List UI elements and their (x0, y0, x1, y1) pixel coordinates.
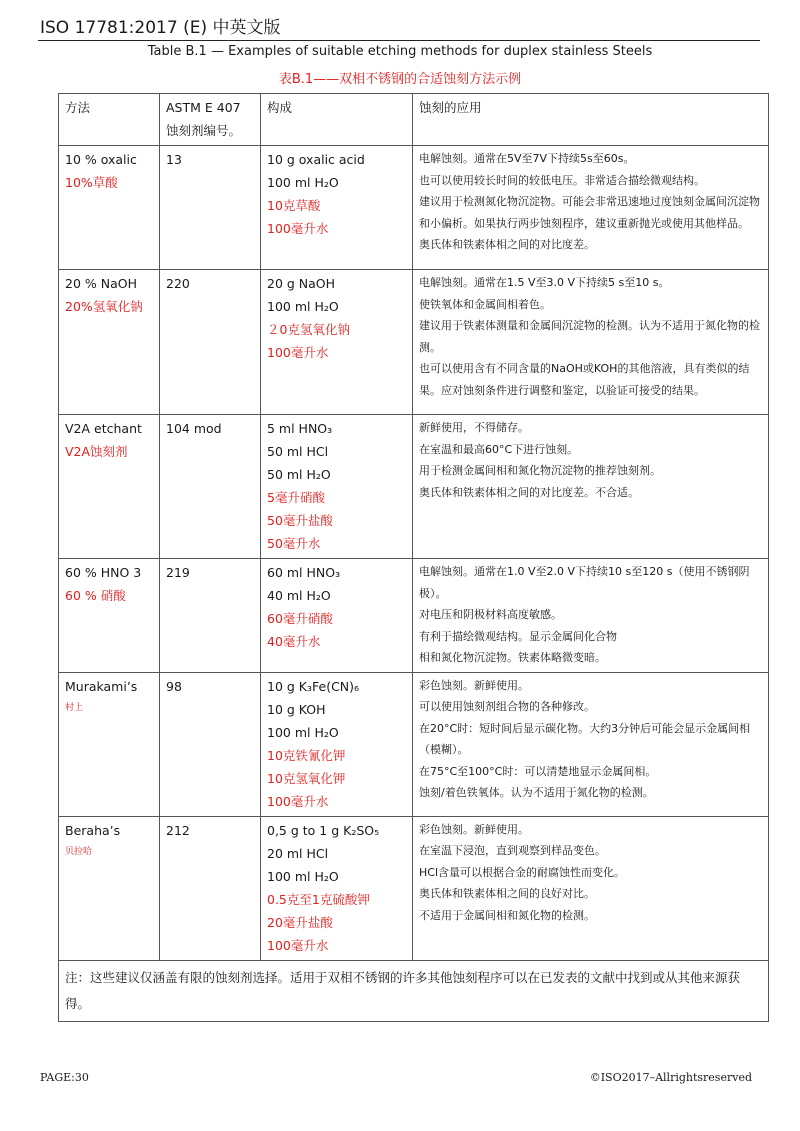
cell-astm-number (160, 672, 261, 816)
cell-method (59, 270, 160, 415)
application-line: 用于检测金属间相和氮化物沉淀物的推荐蚀刻剂。 (419, 464, 661, 477)
cell-application (413, 270, 769, 415)
cell-application (413, 672, 769, 816)
astm-number: 13 (166, 152, 182, 167)
astm-number: 212 (166, 822, 190, 838)
composition-line-english: 50 ml HCl (267, 444, 329, 459)
composition-line-chinese: 40毫升水 (267, 634, 321, 649)
header-astm: ASTM E 407 蚀刻剂编号。 (160, 94, 261, 146)
application-line: 奥氏体和铁素体相之间的对比度差。 (419, 238, 595, 251)
copyright-notice: ©ISO2017–Allrightsreserved (589, 1071, 752, 1084)
etching-methods-table (58, 93, 769, 1022)
header-application: 蚀刻的应用 (413, 94, 769, 146)
composition-line-english: 10 g KOH (267, 701, 326, 717)
composition-line-english: 60 ml HNO₃ (267, 565, 341, 580)
composition-line-english: 5 ml HNO₃ (267, 421, 333, 436)
composition-line-english: 10 g oxalic acid (267, 152, 365, 167)
composition-line-chinese: 5毫升硝酸 (267, 490, 325, 505)
composition-line-chinese: 0.5克至1克硫酸钾 (267, 891, 370, 907)
table-caption-chinese: 表B.1——双相不锈钢的合适蚀刻方法示例 (278, 72, 522, 87)
cell-method (59, 672, 160, 816)
application-line: 可以使用蚀刻剂组合物的各种修改。 (419, 700, 595, 713)
header-composition: 构成 (261, 94, 413, 146)
method-name-chinese: 20%氢氧化钠 (65, 299, 143, 314)
table-row (59, 415, 769, 559)
cell-method (59, 146, 160, 270)
application-line: 在75°C至100°C时：可以清楚地显示金属间相。 (419, 764, 657, 778)
cell-composition (261, 816, 413, 960)
composition-line-english: 100 ml H₂O (267, 299, 339, 314)
application-line: 新鲜使用，不得储存。 (419, 421, 529, 434)
composition-line-chinese: 100毫升水 (267, 937, 329, 953)
application-line: HCl含量可以根据合金的耐腐蚀性而变化。 (419, 865, 626, 879)
table-row (59, 146, 769, 270)
page-number: PAGE:30 (40, 1071, 89, 1084)
method-name-english: Murakami’s (65, 678, 138, 694)
method-name-chinese: 贝拉哈 (65, 846, 93, 857)
cell-composition (261, 415, 413, 559)
application-line: 对电压和阴极材料高度敏感。 (419, 608, 562, 621)
application-line: 彩色蚀刻。新鲜使用。 (419, 822, 529, 836)
composition-line-english: 20 ml HCl (267, 845, 329, 861)
application-line: 奥氏体和铁素体相之间的对比度差。不合适。 (419, 485, 639, 499)
application-line: 使铁氧体和金属间相着色。 (419, 297, 551, 311)
application-line: 建议用于检测氮化物沉淀物。可能会非常迅速地过度蚀刻金属间沉淀物和小偏析。如果执行两步蚀刻程序，建议重新抛光或使用其他样品。 (419, 195, 760, 230)
application-line: 也可以使用含有不同含量的NaOH或KOH的其他溶液，具有类似的结果。应对蚀刻条件进行调整和鉴定，以验证可接受的结果。 (419, 362, 750, 397)
cell-astm-number (160, 146, 261, 270)
page-header (38, 10, 760, 41)
composition-line-chinese: 100毫升水 (267, 345, 329, 360)
composition-line-chinese: 100毫升水 (267, 221, 329, 236)
application-line: 在20°C时：短时间后显示碳化物。大约3分钟后可能会显示金属间相（模糊）。 (419, 721, 751, 756)
table-row (59, 816, 769, 960)
composition-line-english: 50 ml H₂O (267, 467, 331, 482)
astm-number: 104 mod (166, 421, 222, 436)
application-line: 不适用于金属间相和氮化物的检测。 (419, 908, 595, 922)
method-name-english: V2A etchant (65, 421, 142, 436)
composition-line-chinese: ２0克氢氧化钠 (267, 322, 350, 337)
composition-line-chinese: 50毫升盐酸 (267, 513, 333, 528)
composition-line-english: 10 g K₃Fe(CN)₆ (267, 678, 360, 694)
astm-number: 219 (166, 565, 190, 580)
header-method: 方法 (59, 94, 160, 146)
application-line: 电解蚀刻。通常在1.5 V至3.0 V下持续5 s至10 s。 (419, 276, 670, 289)
method-name-english: 10 % oxalic (65, 152, 137, 167)
method-name-english: 60 % HNO 3 (65, 565, 142, 580)
application-line: 也可以使用较长时间的较低电压。非常适合描绘微观结构。 (419, 173, 705, 187)
composition-line-chinese: 100毫升水 (267, 793, 329, 809)
document-title: ISO 17781:2017 (E) 中英文版 (40, 18, 281, 38)
composition-line-chinese: 60毫升硝酸 (267, 611, 333, 626)
composition-line-chinese: 20毫升盐酸 (267, 914, 333, 930)
method-name-english: Beraha’s (65, 822, 121, 838)
composition-line-chinese: 10克氢氧化钾 (267, 770, 346, 786)
cell-application (413, 559, 769, 673)
composition-line-chinese: 50毫升水 (267, 536, 321, 551)
cell-application (413, 146, 769, 270)
cell-composition (261, 270, 413, 415)
table-note-row (59, 960, 769, 1021)
cell-astm-number (160, 816, 261, 960)
composition-line-english: 100 ml H₂O (267, 868, 339, 884)
cell-astm-number (160, 559, 261, 673)
method-name-english: 20 % NaOH (65, 276, 137, 291)
cell-composition (261, 146, 413, 270)
application-line: 在室温下浸泡，直到观察到样品变色。 (419, 844, 606, 857)
composition-line-english: 40 ml H₂O (267, 588, 331, 603)
table-note: 注：这些建议仅涵盖有限的蚀刻剂选择。适用于双相不锈钢的许多其他蚀刻程序可以在已发表的文献中找到或从其他来源获得。 (59, 960, 769, 1021)
table-row (59, 559, 769, 673)
application-line: 彩色蚀刻。新鲜使用。 (419, 678, 529, 692)
composition-line-english: 100 ml H₂O (267, 724, 339, 740)
application-line: 电解蚀刻。通常在5V至7V下持续5s至60s。 (419, 152, 635, 165)
method-name-chinese: V2A蚀刻剂 (65, 444, 128, 459)
application-line: 蚀刻/着色铁氧体。认为不适用于氮化物的检测。 (419, 786, 654, 799)
application-line: 相和氮化物沉淀物。铁素体略微变暗。 (419, 651, 606, 664)
composition-line-english: 20 g NaOH (267, 276, 336, 291)
application-line: 电解蚀刻。通常在1.0 V至2.0 V下持续10 s至120 s（使用不锈钢阴极）。 (419, 565, 750, 600)
cell-astm-number (160, 415, 261, 559)
composition-line-chinese: 10克草酸 (267, 198, 321, 213)
table-row (59, 270, 769, 415)
astm-number: 220 (166, 276, 190, 291)
astm-number: 98 (166, 678, 182, 694)
application-line: 有利于描绘微观结构。显示金属间化合物 (419, 629, 617, 643)
table-row (59, 672, 769, 816)
application-line: 奥氏体和铁素体相之间的良好对比。 (419, 887, 595, 900)
cell-method (59, 415, 160, 559)
cell-composition (261, 559, 413, 673)
cell-application (413, 816, 769, 960)
method-name-chinese: 60 % 硝酸 (65, 588, 126, 603)
application-line: 建议用于铁素体测量和金属间沉淀物的检测。认为不适用于氮化物的检测。 (419, 319, 760, 354)
method-name-chinese: 村上 (65, 702, 84, 713)
cell-method (59, 816, 160, 960)
application-line: 在室温和最高60°C下进行蚀刻。 (419, 442, 579, 456)
cell-application (413, 415, 769, 559)
cell-method (59, 559, 160, 673)
composition-line-english: 100 ml H₂O (267, 175, 339, 190)
method-name-chinese: 10%草酸 (65, 175, 118, 190)
table-caption-english: Table B.1 — Examples of suitable etching methods for duplex stainless Steels (147, 44, 653, 59)
table-header-row (59, 94, 769, 146)
cell-astm-number (160, 270, 261, 415)
cell-composition (261, 672, 413, 816)
composition-line-english: 0,5 g to 1 g K₂SO₅ (267, 822, 380, 838)
composition-line-chinese: 10克铁氰化钾 (267, 747, 346, 763)
